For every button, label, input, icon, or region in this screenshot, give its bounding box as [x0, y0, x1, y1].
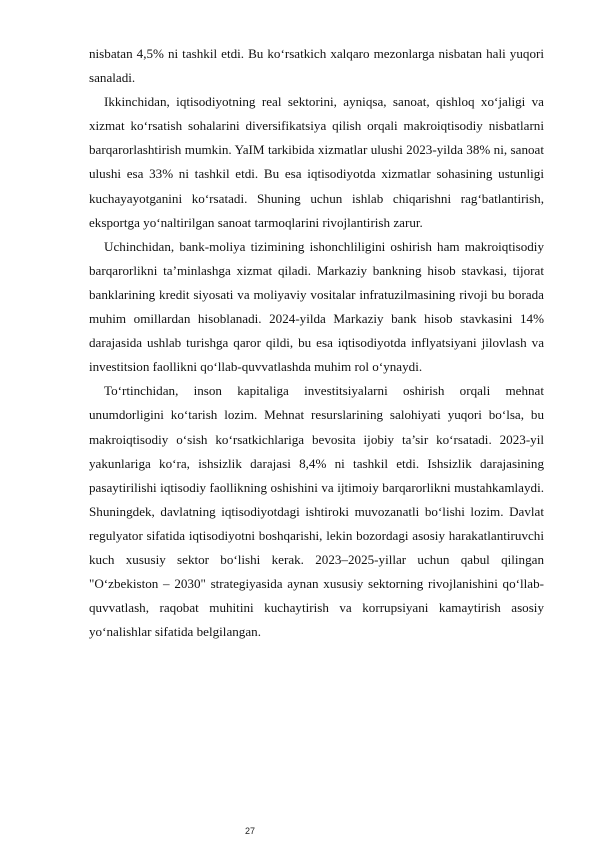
paragraph-continuation: nisbatan 4,5% ni tashkil etdi. Bu ko‘rsatkich xalqaro mezonlarga nisbatan hali yuqori sanaladi.	[89, 46, 544, 86]
paragraph-banking-system: Uchinchidan, bank-moliya tizimining ishonchliligini oshirish ham makroiqtisodiy barqarorlikni ta’minlashga xizmat qiladi. Markaziy bankning hisob stavkasi, tijorat banklarining kredit siyosati va moliyaviy vositalar infratuzilmasining rivoji bu borada muhim omillardan hisoblanadi. 2024-yilda Markaziy bank hisob stavkasini 14% darajasida ushlab turishga qaror qildi, bu esa iqtisodiyotda inflyatsiyani jilovlash va investitsion faollikni qo‘llab-quvvatlashda muhim rol o‘ynaydi.	[89, 238, 544, 375]
page-body	[89, 42, 544, 644]
paragraph-human-capital: To‘rtinchidan, inson kapitaliga investitsiyalarni oshirish orqali mehnat unumdorligini ko‘tarish lozim. Mehnat resurslarining salohiyati yuqori bo‘lsa, bu makroiqtisodiy o‘sish ko‘rsatkichlariga bevosita ijobiy ta’sir ko‘rsatadi. 2023-yil yakunlariga ko‘ra, ishsizlik darajasi 8,4% ni tashkil etdi. Ishsizlik darajasining pasaytirilishi iqtisodiy faollikning oshishini va ijtimoiy barqarorlikni mustahkamlaydi. Shuningdek, davlatning iqtisodiyotdagi ishtiroki muvozanatli bo‘lishi lozim. Davlat regulyator sifatida iqtisodiyotni boshqarishi, lekin bozordagi asosiy harakatlantiruvchi kuch xususiy sektor bo‘lishi kerak. 2023–2025-yillar uchun qabul qilingan "O‘zbekiston – 2030" strategiyasida aynan xususiy sektorning rivojlanishini qo‘llab-quvvatlash, raqobat muhitini kuchaytirish va korrupsiyani kamaytirish asosiy yo‘nalishlar sifatida belgilangan.	[89, 383, 544, 640]
paragraph-real-sector: Ikkinchidan, iqtisodiyotning real sektorini, ayniqsa, sanoat, qishloq xo‘jaligi va xizmat ko‘rsatish sohalarini diversifikatsiya qilish orqali makroiqtisodiy nisbatlarni barqarorlashtirish mumkin. YaIM tarkibida xizmatlar ulushi 2023-yilda 38% ni, sanoat ulushi esa 33% ni tashkil etdi. Bu esa iqtisodiyotda xizmatlar sohasining ustunligi kuchayayotganini ko‘rsatadi. Shuning uchun ishlab chiqarishni rag‘batlantirish, eksportga yo‘naltirilgan sanoat tarmoqlarini rivojlantirish zarur.	[89, 94, 544, 230]
page-number: 27	[244, 826, 255, 836]
